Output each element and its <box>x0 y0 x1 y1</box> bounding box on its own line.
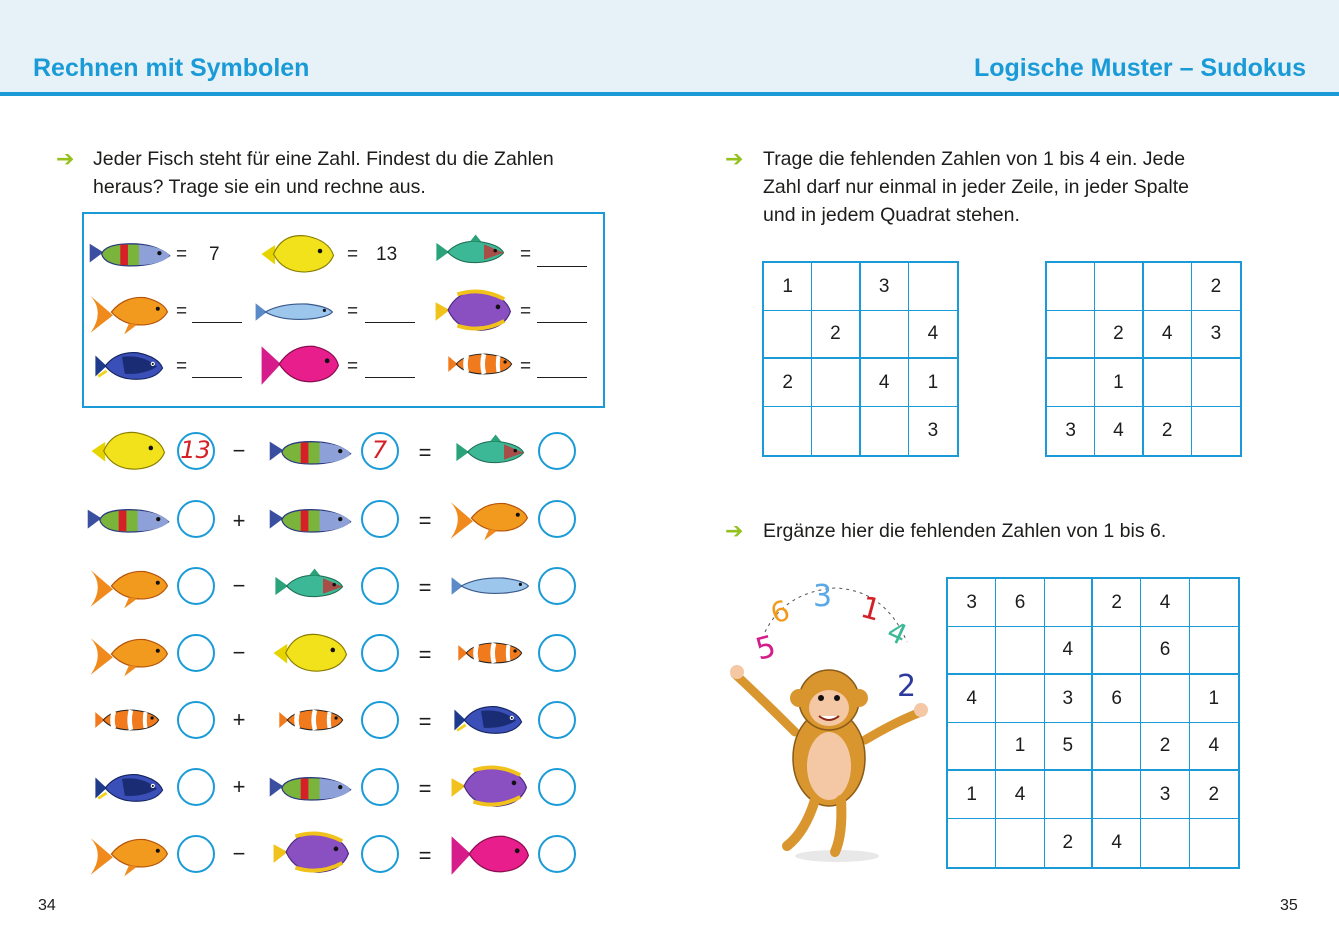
sudoku-cell: 3 <box>1192 311 1240 359</box>
sudoku-cell: 3 <box>1047 407 1095 455</box>
answer-circle[interactable] <box>361 567 399 605</box>
answer-circle[interactable] <box>538 701 576 739</box>
equals-sign: = <box>520 301 532 322</box>
sudoku-cell[interactable] <box>1047 359 1095 407</box>
operator: + <box>232 774 246 799</box>
sudoku-cell[interactable] <box>1190 627 1238 675</box>
goldfish-icon <box>86 562 172 610</box>
angelfish-icon <box>434 286 512 334</box>
clownfish-icon <box>278 706 344 734</box>
angelfish-icon <box>272 828 350 876</box>
equals-sign: = <box>347 356 359 377</box>
clownfish-icon <box>94 706 160 734</box>
sudoku-cell: 1 <box>764 263 812 311</box>
magenta-fish-icon <box>258 340 342 388</box>
sudoku-4x4-b <box>1045 261 1242 457</box>
blue-tang-fish-icon <box>94 346 164 386</box>
sudoku-cell: 5 <box>1045 723 1093 771</box>
sudoku4-instruction: Trage die fehlenden Zahlen von 1 bis 4 ein. Jede Zahl darf nur einmal in jeder Zeile, in jeder Spalte und in jedem Quadrat stehen. <box>763 148 1189 226</box>
striped-fish-icon <box>268 770 354 806</box>
answer-blank[interactable] <box>537 266 587 267</box>
answer-circle[interactable] <box>177 567 215 605</box>
sudoku-cell[interactable] <box>1093 723 1141 771</box>
answer-circle[interactable] <box>361 768 399 806</box>
juggling-monkey-illustration <box>725 572 940 872</box>
equals-sign: = <box>418 642 432 667</box>
sudoku-cell[interactable] <box>764 407 812 455</box>
yellow-fish-icon <box>260 230 335 278</box>
sudoku-cell[interactable] <box>861 311 909 359</box>
right-page-title: Logische Muster – Sudokus <box>973 54 1306 82</box>
arrow-icon: ➔ <box>725 518 744 543</box>
sudoku-cell: 3 <box>1045 675 1093 723</box>
yellow-fish-icon <box>272 630 348 676</box>
sudoku-6x6 <box>946 577 1240 869</box>
sudoku-cell: 1 <box>1190 675 1238 723</box>
sudoku-cell[interactable] <box>1093 627 1141 675</box>
equals-sign: = <box>418 508 432 533</box>
sudoku-cell: 6 <box>1093 675 1141 723</box>
answer-circle[interactable] <box>361 835 399 873</box>
arrow-icon: ➔ <box>56 146 75 171</box>
answer-circle[interactable] <box>538 634 576 672</box>
sudoku-cell: 4 <box>996 771 1044 819</box>
sudoku-cell: 1 <box>1095 359 1143 407</box>
sudoku-cell: 1 <box>996 723 1044 771</box>
equals-sign: = <box>520 244 532 265</box>
juggling-number-5: 5 <box>752 628 780 668</box>
equals-sign: = <box>176 301 188 322</box>
juggling-number-3: 3 <box>813 579 833 614</box>
sudoku-cell: 3 <box>1141 771 1189 819</box>
sudoku-cell: 4 <box>1144 311 1192 359</box>
sudoku-cell[interactable] <box>812 407 860 455</box>
green-fish-icon <box>455 432 525 472</box>
operator: − <box>232 841 246 866</box>
sudoku-cell: 4 <box>1095 407 1143 455</box>
sudoku-cell[interactable] <box>1047 311 1095 359</box>
equals-sign: = <box>418 575 432 600</box>
sudoku-cell[interactable] <box>1141 819 1189 867</box>
green-fish-icon <box>274 566 344 606</box>
sudoku-cell: 6 <box>996 579 1044 627</box>
equals-sign: = <box>347 301 359 322</box>
sudoku-cell: 3 <box>861 263 909 311</box>
striped-fish-icon <box>268 434 354 470</box>
sudoku-cell: 2 <box>1093 579 1141 627</box>
answer-blank[interactable] <box>365 322 415 323</box>
answer-blank[interactable] <box>192 377 242 378</box>
sudoku-cell: 2 <box>1192 263 1240 311</box>
sudoku-cell: 2 <box>1190 771 1238 819</box>
sudoku-cell[interactable] <box>1141 675 1189 723</box>
equals-sign: = <box>418 440 432 465</box>
answer-blank[interactable] <box>192 322 242 323</box>
striped-fish-icon <box>88 236 173 272</box>
left-page-number: 34 <box>38 897 56 914</box>
answer-circle[interactable] <box>361 701 399 739</box>
sudoku-cell[interactable] <box>996 675 1044 723</box>
sudoku-cell[interactable] <box>1192 407 1240 455</box>
legend-value-striped: 7 <box>209 244 220 265</box>
sudoku-cell[interactable] <box>1144 359 1192 407</box>
striped-fish-icon <box>86 502 172 538</box>
sudoku-cell[interactable] <box>1045 771 1093 819</box>
equals-sign: = <box>418 776 432 801</box>
sudoku-cell[interactable] <box>1190 819 1238 867</box>
clownfish-icon <box>447 350 513 378</box>
equals-sign: = <box>418 709 432 734</box>
sudoku-cell[interactable] <box>861 407 909 455</box>
answer-circle[interactable] <box>538 835 576 873</box>
equals-sign: = <box>176 244 188 265</box>
sudoku-cell[interactable] <box>996 627 1044 675</box>
sudoku-cell: 3 <box>927 420 939 441</box>
juggling-number-1: 1 <box>856 589 885 629</box>
blue-tang-fish-icon <box>94 768 164 808</box>
answer-circle[interactable]: 7 <box>361 432 399 470</box>
operator: − <box>232 438 246 463</box>
answer-circle[interactable] <box>177 500 215 538</box>
operator: − <box>232 640 246 665</box>
sudoku-cell[interactable] <box>812 263 860 311</box>
sudoku-cell: 4 <box>1190 723 1238 771</box>
sudoku-cell: 4 <box>909 311 957 359</box>
sudoku-cell: 3 <box>948 579 996 627</box>
sudoku-cell[interactable] <box>1192 359 1240 407</box>
answer-blank[interactable] <box>365 377 415 378</box>
goldfish-icon <box>86 288 172 336</box>
magenta-fish-icon <box>448 830 532 878</box>
yellow-fish-icon <box>90 428 166 474</box>
sudoku-cell: 2 <box>812 311 860 359</box>
sudoku-cell[interactable] <box>812 359 860 407</box>
sudoku-cell[interactable] <box>1047 263 1095 311</box>
answer-circle[interactable] <box>177 768 215 806</box>
sudoku-cell: 2 <box>1141 723 1189 771</box>
arrow-icon: ➔ <box>725 146 744 171</box>
equals-sign: = <box>347 244 359 265</box>
juggling-number-2: 2 <box>897 669 917 704</box>
sudoku-cell: 1 <box>948 771 996 819</box>
sudoku-cell[interactable] <box>1095 263 1143 311</box>
sudoku-cell[interactable] <box>1045 579 1093 627</box>
left-instruction: Jeder Fisch steht für eine Zahl. Findest du die Zahlen heraus? Trage sie ein und rechne aus. <box>93 148 554 198</box>
juggling-number-4: 4 <box>882 614 913 652</box>
sudoku-cell: 2 <box>1144 407 1192 455</box>
sudoku-cell: 2 <box>764 359 812 407</box>
answer-circle[interactable] <box>538 567 576 605</box>
answer-circle[interactable]: 13 <box>177 432 215 470</box>
equals-sign: = <box>418 843 432 868</box>
sudoku-cell[interactable] <box>948 627 996 675</box>
sudoku6-instruction: Ergänze hier die fehlenden Zahlen von 1 bis 6. <box>763 520 1167 542</box>
green-fish-icon <box>435 232 505 272</box>
sudoku-cell: 4 <box>861 359 909 407</box>
answer-blank[interactable] <box>537 377 587 378</box>
answer-circle[interactable] <box>538 500 576 538</box>
goldfish-icon <box>86 830 172 878</box>
sudoku-cell[interactable] <box>948 819 996 867</box>
operator: + <box>232 508 246 533</box>
answer-blank[interactable] <box>537 322 587 323</box>
sudoku-cell[interactable] <box>948 723 996 771</box>
sudoku-cell[interactable] <box>1093 771 1141 819</box>
sudoku-cell: 4 <box>1045 627 1093 675</box>
sudoku-cell: 6 <box>1141 627 1189 675</box>
sudoku-cell: 2 <box>1045 819 1093 867</box>
sudoku-cell[interactable] <box>996 819 1044 867</box>
sudoku-4x4-a <box>762 261 959 457</box>
sudoku-cell: 4 <box>1093 819 1141 867</box>
operator: + <box>232 707 246 732</box>
sudoku-cell[interactable] <box>909 263 957 311</box>
sudoku-cell[interactable] <box>1144 263 1192 311</box>
operator: − <box>232 573 246 598</box>
sudoku-cell: 4 <box>948 675 996 723</box>
answer-circle[interactable] <box>177 634 215 672</box>
legend-value-yellow: 13 <box>376 244 398 265</box>
header-divider <box>0 92 1339 96</box>
herring-fish-icon <box>449 574 531 598</box>
sudoku-cell: 2 <box>1095 311 1143 359</box>
answer-circle[interactable] <box>177 835 215 873</box>
equals-sign: = <box>520 356 532 377</box>
goldfish-icon <box>446 494 532 542</box>
juggling-number-6: 6 <box>766 593 795 631</box>
goldfish-icon <box>86 630 172 678</box>
answer-circle[interactable] <box>361 500 399 538</box>
right-page-number: 35 <box>1280 897 1298 914</box>
answer-circle[interactable] <box>361 634 399 672</box>
angelfish-icon <box>450 762 528 810</box>
sudoku-cell[interactable] <box>764 311 812 359</box>
striped-fish-icon <box>268 502 354 538</box>
sudoku-cell[interactable] <box>1190 579 1238 627</box>
clownfish-icon <box>457 639 523 667</box>
answer-circle[interactable] <box>538 432 576 470</box>
blue-tang-fish-icon <box>453 700 523 740</box>
equals-sign: = <box>176 356 188 377</box>
answer-circle[interactable] <box>177 701 215 739</box>
sudoku-cell: 1 <box>909 359 957 407</box>
answer-circle[interactable] <box>538 768 576 806</box>
sudoku-cell: 4 <box>1141 579 1189 627</box>
herring-fish-icon <box>254 300 334 324</box>
left-page-title: Rechnen mit Symbolen <box>33 54 310 82</box>
